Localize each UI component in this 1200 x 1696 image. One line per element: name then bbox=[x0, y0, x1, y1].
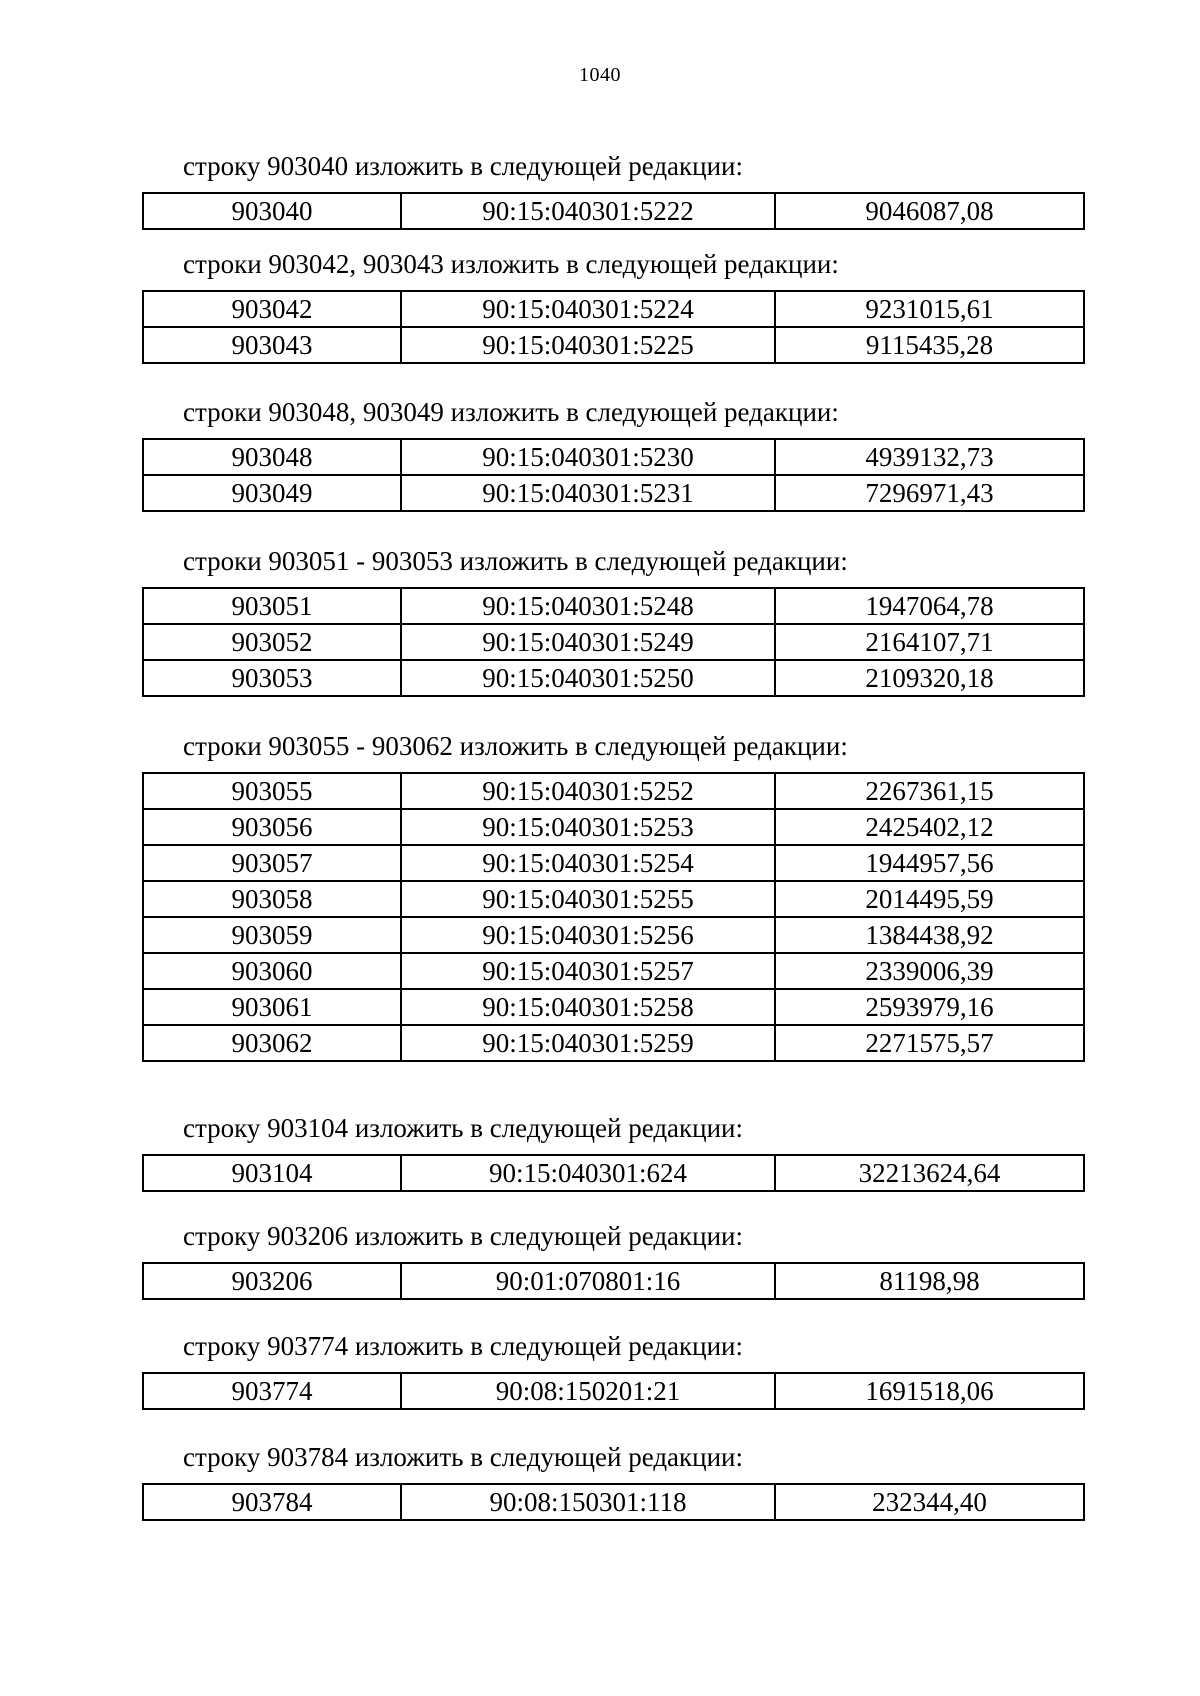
row-number-cell: 903048 bbox=[143, 439, 401, 475]
row-number-cell: 903060 bbox=[143, 953, 401, 989]
amendment-table bbox=[142, 587, 1085, 697]
value-cell: 81198,98 bbox=[775, 1263, 1084, 1299]
value-cell: 9231015,61 bbox=[775, 291, 1084, 327]
value-cell: 2425402,12 bbox=[775, 809, 1084, 845]
row-number-cell: 903043 bbox=[143, 327, 401, 363]
row-number-cell: 903053 bbox=[143, 660, 401, 696]
value-cell: 1944957,56 bbox=[775, 845, 1084, 881]
cadastral-number-cell: 90:15:040301:5259 bbox=[401, 1025, 775, 1061]
row-number-cell: 903784 bbox=[143, 1484, 401, 1520]
cadastral-number-cell: 90:15:040301:5252 bbox=[401, 773, 775, 809]
table-row bbox=[143, 660, 1084, 696]
row-number-cell: 903062 bbox=[143, 1025, 401, 1061]
table-row bbox=[143, 953, 1084, 989]
row-number-cell: 903040 bbox=[143, 193, 401, 229]
cadastral-number-cell: 90:15:040301:5250 bbox=[401, 660, 775, 696]
amendment-table bbox=[142, 1483, 1085, 1521]
amendment-section bbox=[142, 545, 1083, 697]
table-row bbox=[143, 1025, 1084, 1061]
amendment-instruction: строку 903040 изложить в следующей редакции: bbox=[183, 151, 744, 181]
amendment-section bbox=[142, 248, 1083, 364]
row-number-cell: 903774 bbox=[143, 1373, 401, 1409]
amendment-table bbox=[142, 192, 1085, 230]
amendment-table bbox=[142, 1372, 1085, 1410]
value-cell: 32213624,64 bbox=[775, 1155, 1084, 1191]
cadastral-number-cell: 90:15:040301:5255 bbox=[401, 881, 775, 917]
row-number-cell: 903061 bbox=[143, 989, 401, 1025]
cadastral-number-cell: 90:15:040301:5257 bbox=[401, 953, 775, 989]
row-number-cell: 903055 bbox=[143, 773, 401, 809]
table-row bbox=[143, 624, 1084, 660]
amendment-instruction: строки 903051 - 903053 изложить в следующей редакции: bbox=[183, 546, 848, 576]
amendment-instruction: строку 903206 изложить в следующей редакции: bbox=[183, 1221, 744, 1251]
row-number-cell: 903057 bbox=[143, 845, 401, 881]
amendment-instruction: строку 903774 изложить в следующей редакции: bbox=[183, 1331, 744, 1361]
table-row bbox=[143, 1155, 1084, 1191]
amendment-instruction: строки 903042, 903043 изложить в следующей редакции: bbox=[183, 249, 839, 279]
row-number-cell: 903104 bbox=[143, 1155, 401, 1191]
table-row bbox=[143, 439, 1084, 475]
cadastral-number-cell: 90:15:040301:624 bbox=[401, 1155, 775, 1191]
cadastral-number-cell: 90:15:040301:5231 bbox=[401, 475, 775, 511]
table-row bbox=[143, 845, 1084, 881]
amendment-section bbox=[142, 1220, 1083, 1300]
amendment-section bbox=[142, 150, 1083, 230]
table-row bbox=[143, 1373, 1084, 1409]
row-number-cell: 903049 bbox=[143, 475, 401, 511]
amendment-table bbox=[142, 438, 1085, 512]
table-row bbox=[143, 1263, 1084, 1299]
amendment-instruction: строки 903055 - 903062 изложить в следующей редакции: bbox=[183, 731, 848, 761]
value-cell: 2267361,15 bbox=[775, 773, 1084, 809]
cadastral-number-cell: 90:15:040301:5253 bbox=[401, 809, 775, 845]
amendment-instruction: строки 903048, 903049 изложить в следующей редакции: bbox=[183, 397, 839, 427]
row-number-cell: 903058 bbox=[143, 881, 401, 917]
amendment-section bbox=[142, 396, 1083, 512]
cadastral-number-cell: 90:01:070801:16 bbox=[401, 1263, 775, 1299]
row-number-cell: 903052 bbox=[143, 624, 401, 660]
table-row bbox=[143, 588, 1084, 624]
value-cell: 4939132,73 bbox=[775, 439, 1084, 475]
cadastral-number-cell: 90:15:040301:5249 bbox=[401, 624, 775, 660]
amendment-instruction: строку 903784 изложить в следующей редакции: bbox=[183, 1442, 744, 1472]
cadastral-number-cell: 90:15:040301:5230 bbox=[401, 439, 775, 475]
amendment-table bbox=[142, 772, 1085, 1062]
amendment-table bbox=[142, 290, 1085, 364]
cadastral-number-cell: 90:08:150301:118 bbox=[401, 1484, 775, 1520]
cadastral-number-cell: 90:15:040301:5222 bbox=[401, 193, 775, 229]
cadastral-number-cell: 90:15:040301:5225 bbox=[401, 327, 775, 363]
table-row bbox=[143, 773, 1084, 809]
amendment-table bbox=[142, 1154, 1085, 1192]
table-row bbox=[143, 1484, 1084, 1520]
amendment-instruction: строку 903104 изложить в следующей редакции: bbox=[183, 1113, 744, 1143]
table-row bbox=[143, 193, 1084, 229]
table-row bbox=[143, 809, 1084, 845]
value-cell: 9115435,28 bbox=[775, 327, 1084, 363]
amendment-table bbox=[142, 1262, 1085, 1300]
row-number-cell: 903059 bbox=[143, 917, 401, 953]
table-row bbox=[143, 475, 1084, 511]
value-cell: 232344,40 bbox=[775, 1484, 1084, 1520]
amendment-section bbox=[142, 1441, 1083, 1521]
value-cell: 1384438,92 bbox=[775, 917, 1084, 953]
table-row bbox=[143, 291, 1084, 327]
amendment-section bbox=[142, 1112, 1083, 1192]
value-cell: 2014495,59 bbox=[775, 881, 1084, 917]
row-number-cell: 903042 bbox=[143, 291, 401, 327]
page-number: 1040 bbox=[579, 64, 621, 86]
amendment-section bbox=[142, 1330, 1083, 1410]
value-cell: 2339006,39 bbox=[775, 953, 1084, 989]
value-cell: 2164107,71 bbox=[775, 624, 1084, 660]
value-cell: 2271575,57 bbox=[775, 1025, 1084, 1061]
value-cell: 2593979,16 bbox=[775, 989, 1084, 1025]
value-cell: 1691518,06 bbox=[775, 1373, 1084, 1409]
cadastral-number-cell: 90:15:040301:5248 bbox=[401, 588, 775, 624]
cadastral-number-cell: 90:15:040301:5254 bbox=[401, 845, 775, 881]
cadastral-number-cell: 90:15:040301:5224 bbox=[401, 291, 775, 327]
cadastral-number-cell: 90:15:040301:5258 bbox=[401, 989, 775, 1025]
cadastral-number-cell: 90:15:040301:5256 bbox=[401, 917, 775, 953]
value-cell: 2109320,18 bbox=[775, 660, 1084, 696]
row-number-cell: 903056 bbox=[143, 809, 401, 845]
value-cell: 7296971,43 bbox=[775, 475, 1084, 511]
row-number-cell: 903051 bbox=[143, 588, 401, 624]
table-row bbox=[143, 881, 1084, 917]
table-row bbox=[143, 327, 1084, 363]
value-cell: 1947064,78 bbox=[775, 588, 1084, 624]
table-row bbox=[143, 989, 1084, 1025]
row-number-cell: 903206 bbox=[143, 1263, 401, 1299]
table-row bbox=[143, 917, 1084, 953]
cadastral-number-cell: 90:08:150201:21 bbox=[401, 1373, 775, 1409]
amendment-section bbox=[142, 730, 1083, 1062]
value-cell: 9046087,08 bbox=[775, 193, 1084, 229]
